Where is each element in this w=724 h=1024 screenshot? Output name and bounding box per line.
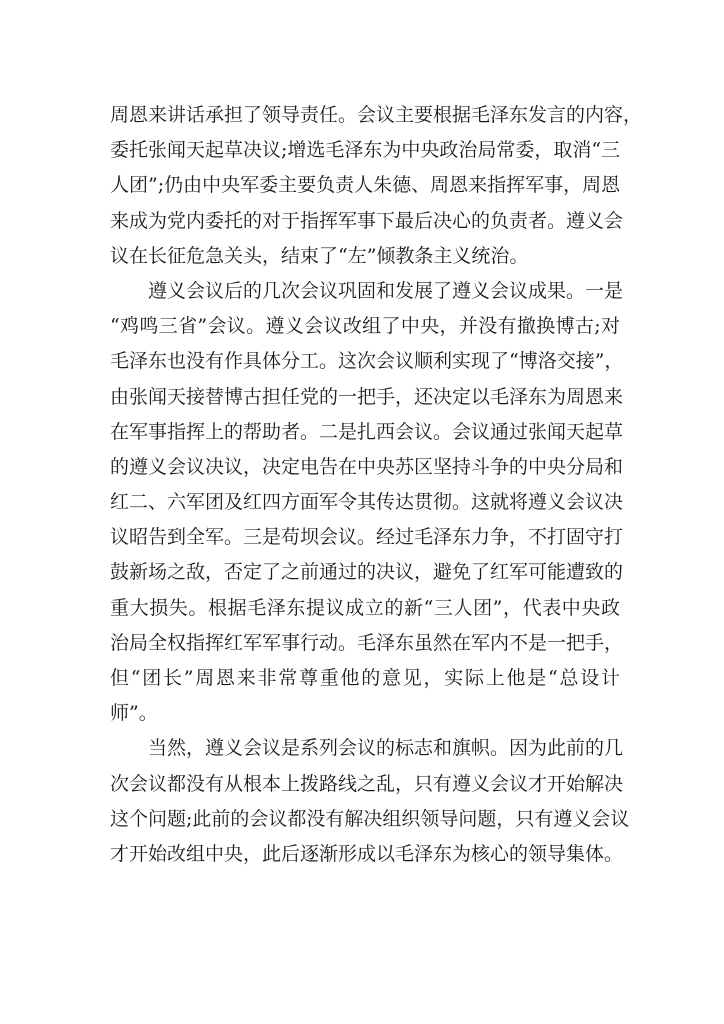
text-line: 的遵义会议决议，决定电告在中央苏区坚持斗争的中央分局和 (110, 455, 624, 478)
text-line: 毛泽东也没有作具体分工。这次会议顺利实现了“博洛交接”， (110, 350, 624, 373)
text-line: 在军事指挥上的帮助者。二是扎西会议。会议通过张闻天起草 (110, 420, 624, 443)
document-body (110, 98, 643, 872)
text-line: 由张闻天接替博古担任党的一把手，还决定以毛泽东为周恩来 (110, 385, 624, 408)
text-line: 红二、六军团及红四方面军令其传达贯彻。这就将遵义会议决 (110, 491, 624, 514)
text-line: 议在长征危急关头，结束了“左”倾教条主义统治。 (110, 244, 529, 267)
text-line: 来成为党内委托的对于指挥军事下最后决心的负责者。遵义会 (110, 209, 624, 232)
text-line: 鼓新场之敌，否定了之前通过的决议，避免了红军可能遭致的 (110, 561, 624, 584)
text-line: 但“团长”周恩来非常尊重他的意见，实际上他是“总设计 (110, 667, 620, 689)
text-line: 周恩来讲话承担了领导责任。会议主要根据毛泽东发言的内容， (110, 104, 643, 126)
text-line: 才开始改组中央，此后逐渐形成以毛泽东为核心的领导集体。 (110, 842, 624, 865)
text-line: 遵义会议后的几次会议巩固和发展了遵义会议成果。一是 (148, 279, 624, 302)
text-line: 委托张闻天起草决议;增选毛泽东为中央政治局常委，取消“三 (110, 139, 621, 162)
text-line: “鸡鸣三省”会议。遵义会议改组了中央，并没有撤换博古;对 (110, 315, 620, 338)
text-line: 治局全权指挥红军军事行动。毛泽东虽然在军内不是一把手， (110, 631, 624, 654)
text-line: 议昭告到全军。三是苟坝会议。经过毛泽东力争，不打固守打 (110, 526, 624, 549)
text-line: 重大损失。根据毛泽东提议成立的新“三人团”，代表中央政 (110, 596, 620, 619)
text-line: 师”。 (110, 702, 158, 725)
text-line: 次会议都没有从根本上拨路线之乱，只有遵义会议才开始解决 (110, 772, 624, 795)
text-line: 当然，遵义会议是系列会议的标志和旗帜。因为此前的几 (148, 737, 624, 760)
text-line: 这个问题;此前的会议都没有解决组织领导问题，只有遵义会议 (110, 807, 630, 830)
text-line: 人团”;仍由中央军委主要负责人朱德、周恩来指挥军事，周恩 (110, 174, 621, 197)
